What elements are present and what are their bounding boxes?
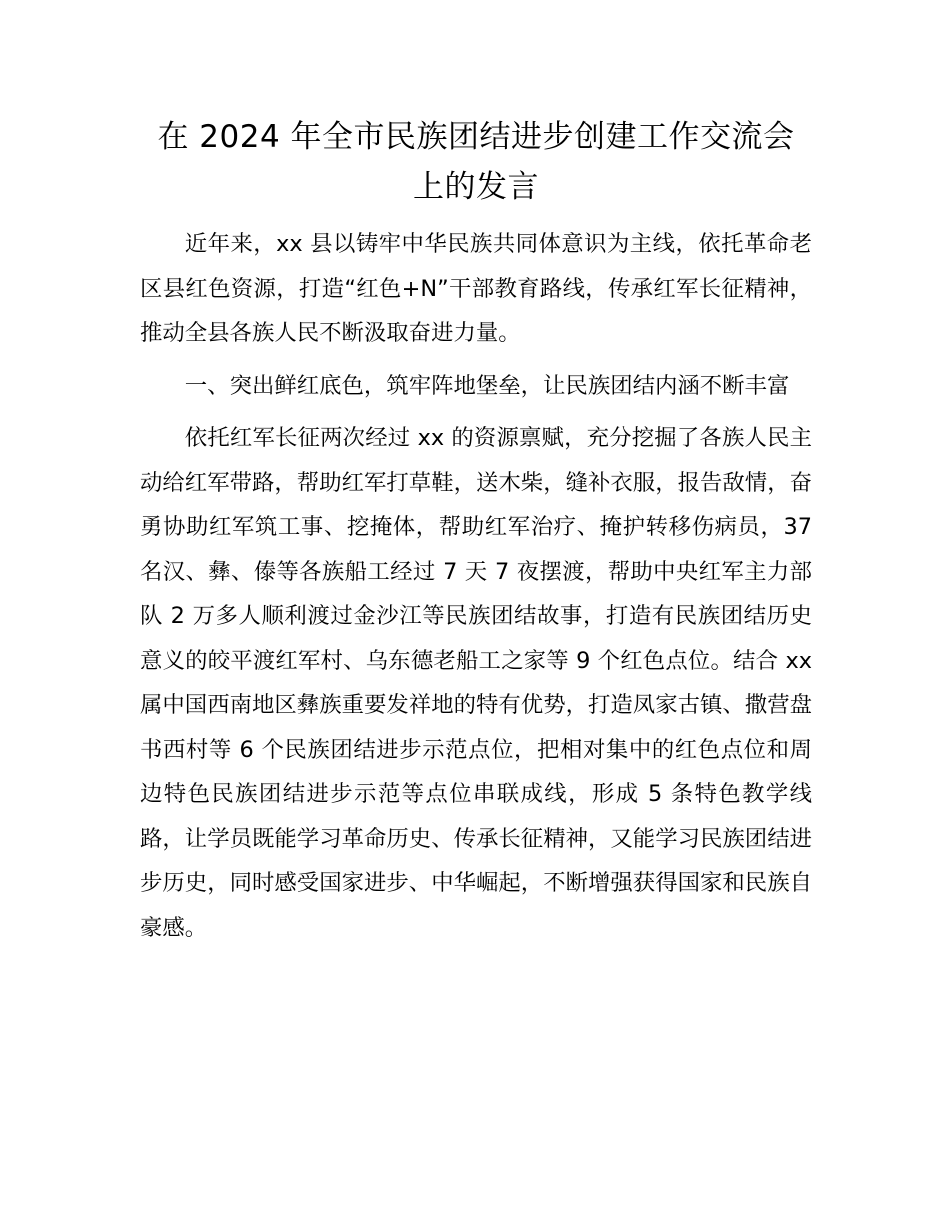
document-body [140, 112, 812, 950]
title-line-1: 在 2024 年全市民族团结进步创建工作交流会 [157, 119, 795, 155]
section-heading-1: 一、突出鲜红底色，筑牢阵地堡垒，让民族团结内涵不断丰富 [184, 372, 790, 399]
section-paragraph-1: 依托红军长征两次经过 xx 的资源禀赋，充分挖掘了各族人民主动给红军带路，帮助红军打草鞋，送木柴，缝补衣服，报告敌情，奋勇协助红军筑工事、挖掩体，帮助红军治疗、掩护转移伤病员，37 名汉、彝、傣等各族船工经过 7 天 7 夜摆渡，帮助中央红军主力部队 2 万多人顺利渡过金沙江等民族团结故事，打造有民族团结历史意义的皎平渡红军村、乌东德老船工之家等 9 个红色点位。结合 xx 属中国西南地区彝族重要发祥地的特有优势，打造凤家古镇、撒营盘书西村等 6 个民族团结进步示范点位，把相对集中的红色点位和周边特色民族团结进步示范等点位串联成线，形成 5 条特色教学线路，让学员既能学习革命历史、传承长征精神，又能学习民族团结进步历史，同时感受国家进步、中华崛起，不断增强获得国家和民族自豪感。 [140, 425, 812, 941]
title-line-2: 上的发言 [413, 169, 539, 205]
intro-paragraph: 近年来，xx 县以铸牢中华民族共同体意识为主线，依托革命老区县红色资源，打造“红色+N”干部教育路线，传承红军长征精神，推动全县各族人民不断汲取奋进力量。 [140, 231, 812, 346]
document-title [140, 112, 812, 212]
